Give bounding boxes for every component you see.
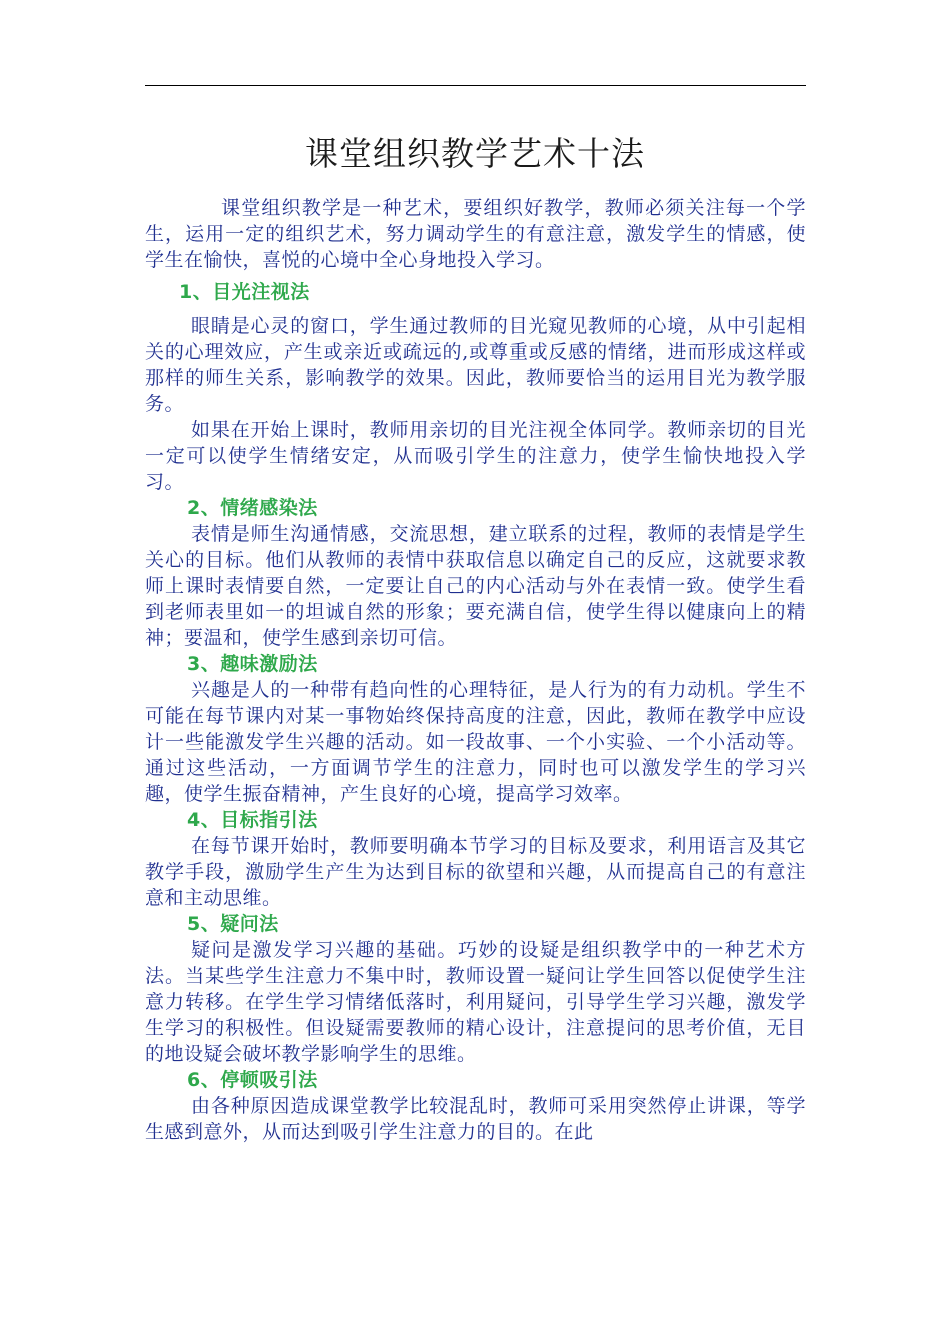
section-5-paragraph-1: 疑问是激发学习兴趣的基础。巧妙的设疑是组织教学中的一种艺术方法。当某些学生注意力不集中时，教师设置一疑问让学生回答以促使学生注意力转移。在学生学习情绪低落时，利用疑问，引导学生学习兴趣，激发学生学习的积极性。但设疑需要教师的精心设计，注意提问的思考价值，无目的地设疑会破坏教学影响学生的思维。 xyxy=(145,939,806,1065)
header-rule xyxy=(145,85,806,86)
section-heading-1: 1、目光注视法 xyxy=(179,281,310,303)
section-6-paragraph-1: 由各种原因造成课堂教学比较混乱时，教师可采用突然停止讲课，等学生感到意外，从而达到吸引学生注意力的目的。在此 xyxy=(145,1095,806,1143)
section-heading-5: 5、疑问法 xyxy=(187,913,279,935)
intro-paragraph: 课堂组织教学是一种艺术，要组织好教学，教师必须关注每一个学生，运用一定的组织艺术，努力调动学生的有意注意，激发学生的情感，使学生在愉快，喜悦的心境中全心身地投入学习。 xyxy=(145,197,806,271)
section-1-paragraph-1: 眼睛是心灵的窗口，学生通过教师的目光窥见教师的心境，从中引起相关的心理效应，产生或亲近或疏远的,或尊重或反感的情绪，进而形成这样或那样的师生关系，影响教学的效果。因此，教师要恰当的运用目光为教学服务。 xyxy=(145,315,806,415)
section-heading-4: 4、目标指引法 xyxy=(187,809,318,831)
section-3-paragraph-1: 兴趣是人的一种带有趋向性的心理特征，是人行为的有力动机。学生不可能在每节课内对某一事物始终保持高度的注意，因此，教师在教学中应设计一些能激发学生兴趣的活动。如一段故事、一个小实验、一个小活动等。通过这些活动，一方面调节学生的注意力，同时也可以激发学生的学习兴趣，使学生振奋精神，产生良好的心境，提高学习效率。 xyxy=(145,679,806,805)
section-heading-3: 3、趣味激励法 xyxy=(187,653,318,675)
section-heading-6: 6、停顿吸引法 xyxy=(187,1069,318,1091)
document-body xyxy=(145,195,806,1145)
section-4-paragraph-1: 在每节课开始时，教师要明确本节学习的目标及要求，利用语言及其它教学手段，激励学生产生为达到目标的欲望和兴趣，从而提高自己的有意注意和主动思维。 xyxy=(145,835,806,909)
section-1-paragraph-2: 如果在开始上课时，教师用亲切的目光注视全体同学。教师亲切的目光一定可以使学生情绪安定，从而吸引学生的注意力，使学生愉快地投入学习。 xyxy=(145,419,806,493)
section-2-paragraph-1: 表情是师生沟通情感，交流思想，建立联系的过程，教师的表情是学生关心的目标。他们从教师的表情中获取信息以确定自己的反应，这就要求教师上课时表情要自然，一定要让自己的内心活动与外在表情一致。使学生看到老师表里如一的坦诚自然的形象；要充满自信，使学生得以健康向上的精神；要温和，使学生感到亲切可信。 xyxy=(145,523,806,649)
section-heading-2: 2、情绪感染法 xyxy=(187,497,318,519)
page-title: 课堂组织教学艺术十法 xyxy=(305,134,645,173)
